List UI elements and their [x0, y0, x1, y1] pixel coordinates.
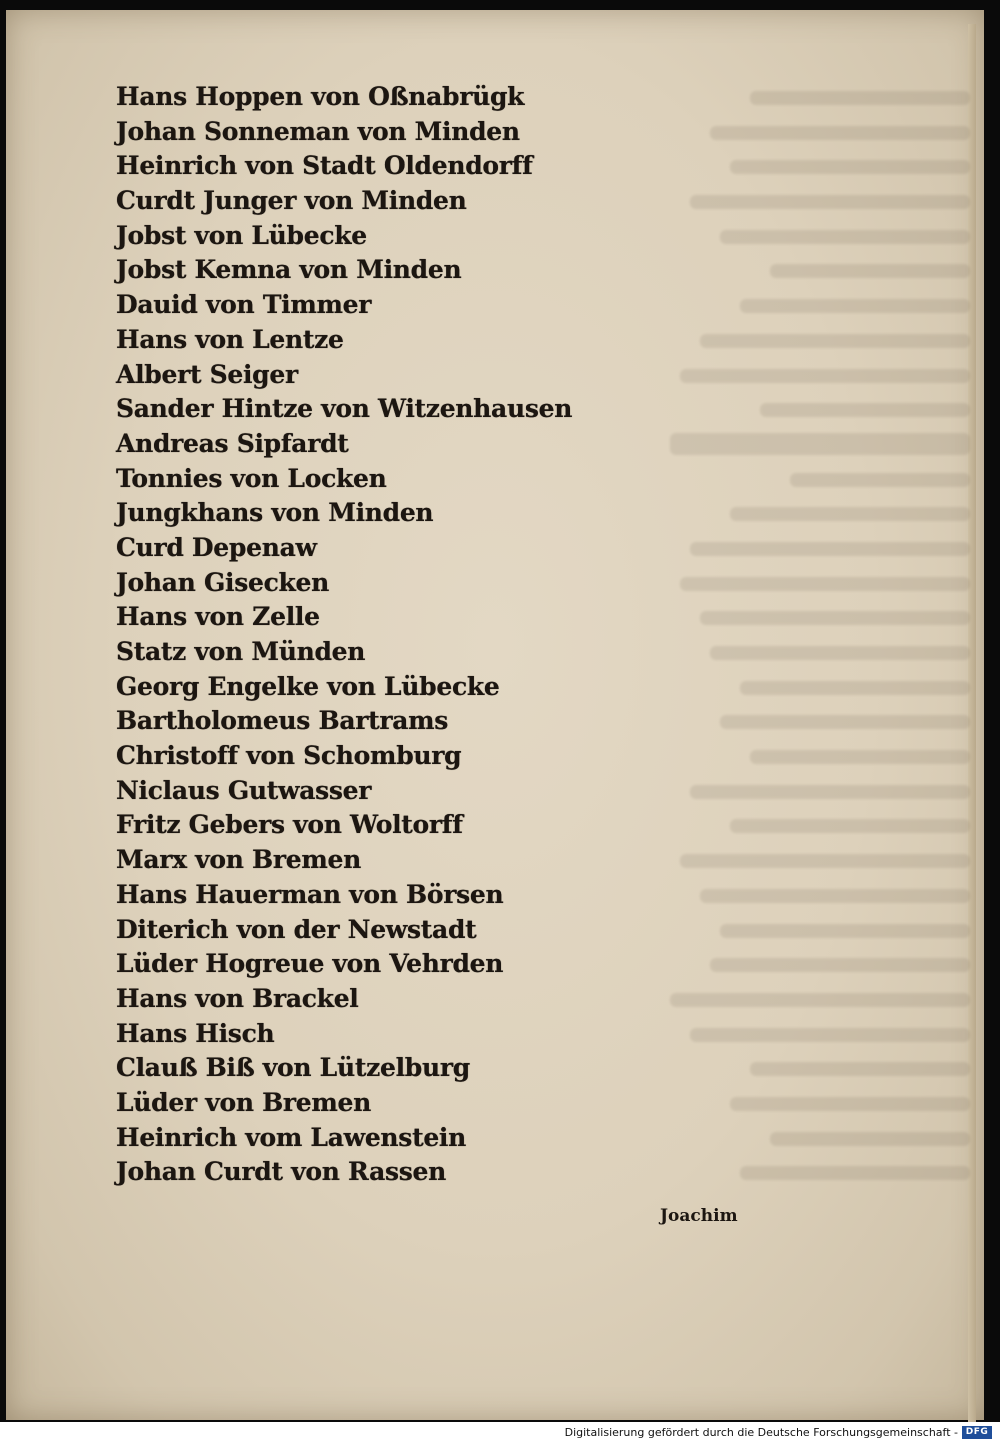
name-entry: Jobst Kemna von Minden — [116, 255, 462, 285]
funding-credit: Digitalisierung gefördert durch die Deutsche Forschungsgemeinschaft - — [564, 1426, 958, 1439]
name-entry: Jungkhans von Minden — [116, 498, 434, 528]
name-entry: Hans Hoppen von Oßnabrügk — [116, 82, 525, 111]
name-entry: Heinrich vom Lawenstein — [116, 1122, 467, 1152]
name-entry: Lüder Hogreue von Vehrden — [116, 949, 504, 979]
name-entry: Christoff von Schomburg — [116, 741, 462, 771]
name-list — [116, 80, 596, 1190]
name-entry: Hans Hisch — [116, 1018, 275, 1048]
name-entry: Johan Sonneman von Minden — [116, 116, 520, 146]
name-entry: Heinrich von Stadt Oldendorff — [116, 151, 533, 181]
name-entry: Georg Engelke von Lübecke — [116, 671, 500, 701]
name-entry: Andreas Sipfardt — [116, 428, 349, 458]
name-entry: Dauid von Timmer — [116, 290, 372, 320]
name-entry: Jobst von Lübecke — [116, 220, 367, 250]
catchword: Joachim — [660, 1206, 738, 1226]
name-entry: Hans von Zelle — [116, 602, 320, 632]
name-entry: Albert Seiger — [116, 359, 298, 389]
name-entry: Sander Hintze von Witzenhausen — [116, 394, 573, 424]
name-entry: Hans Hauerman von Börsen — [116, 879, 504, 909]
bleed-through-text — [610, 80, 970, 1220]
name-entry: Tonnies von Locken — [116, 463, 387, 493]
name-entry: Lüder von Bremen — [116, 1087, 372, 1117]
name-entry: Johan Gisecken — [116, 567, 330, 597]
name-entry: Niclaus Gutwasser — [116, 775, 372, 805]
name-entry: Hans von Lentze — [116, 324, 344, 354]
name-entry: Johan Curdt von Rassen — [116, 1157, 446, 1187]
digitization-footer — [0, 1422, 1000, 1444]
name-entry: Diterich von der Newstadt — [116, 914, 477, 944]
name-entry: Curdt Junger von Minden — [116, 186, 467, 216]
name-entry: Fritz Gebers von Woltorff — [116, 810, 463, 840]
name-entry: Hans von Brackel — [116, 983, 359, 1013]
name-entry: Statz von Münden — [116, 637, 366, 666]
name-entry: Clauß Biß von Lützelburg — [116, 1053, 470, 1083]
name-entry: Bartholomeus Bartrams — [116, 706, 449, 736]
name-entry: Curd Depenaw — [116, 532, 317, 562]
name-entry: Marx von Bremen — [116, 845, 361, 875]
dfg-logo[interactable]: DFG — [962, 1426, 992, 1439]
